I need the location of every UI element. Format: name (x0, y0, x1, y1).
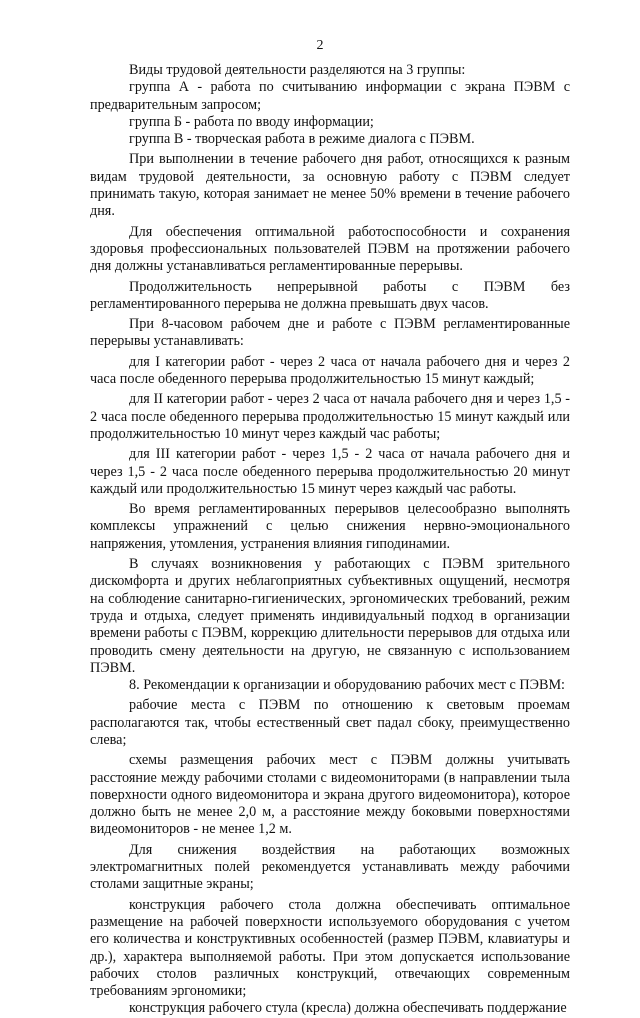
paragraph-work-groups-intro: Виды трудовой деятельности разделяются на 3 группы: (129, 62, 466, 78)
document-body (90, 62, 570, 1018)
paragraph-protective-screens: Для снижения воздействия на работающих возможных электромагнитных полей рекомендуется устанавливать между рабочими столами защитные экраны; (90, 841, 570, 893)
paragraph-light-openings: рабочие места с ПЭВМ по отношению к световым проемам располагаются так, чтобы естественный свет падал сбоку, преимущественно слева; (90, 697, 570, 748)
page-number: 2 (316, 38, 324, 53)
paragraph-group-a: группа А - работа по считыванию информации с экрана ПЭВМ с предварительным запросом; (90, 79, 570, 113)
paragraph-chair-design: конструкция рабочего стула (кресла) должна обеспечивать поддержание (129, 1000, 567, 1017)
paragraph-regulated-breaks: Для обеспечения оптимальной работоспособности и сохранения здоровья профессиональных пользователей ПЭВМ на протяжении рабочего дня должны устанавливаться регламентированные перерывы. (90, 223, 570, 275)
paragraph-8-hour-day: При 8-часовом рабочем дне и работе с ПЭВМ регламентированные перерывы устанавливать: (90, 316, 570, 350)
paragraph-category-2: для II категории работ - через 2 часа от начала рабочего дня и через 1,5 - 2 часа после обеденного перерыва продолжительностью 15 минут каждый или продолжительностью 10 минут через каждый час работы; (90, 391, 570, 442)
paragraph-group-c: группа В - творческая работа в режиме диалога с ПЭВМ. (129, 131, 475, 148)
paragraph-desk-design: конструкция рабочего стола должна обеспечивать оптимальное размещение на рабочей поверхности используемого оборудования с учетом его количества и конструктивных особенностей (размер ПЭВМ, клавиатуры и др.), характера выполняемой работы. При этом допускается использование рабочих столов различных конструкций, отвечающих современным требованиям эргономики; (90, 896, 570, 1000)
paragraph-main-work: При выполнении в течение рабочего дня работ, относящихся к разным видам трудовой деятельности, за основную работу с ПЭВМ следует принимать такую, которая занимает не менее 50% времени в течение рабочего дня. (90, 151, 570, 220)
paragraph-workplace-layout: схемы размещения рабочих мест с ПЭВМ должны учитывать расстояние между рабочими столами с видеомониторами (в направлении тыла поверхности одного видеомонитора и экрана другого видеомонитора), которое должно быть не менее 2,0 м, а расстояние между боковыми поверхностями видеомониторов - не менее 1,2 м. (90, 752, 570, 838)
paragraph-section-8-heading: 8. Рекомендации к организации и оборудованию рабочих мест с ПЭВМ: (129, 677, 566, 694)
paragraph-category-1: для I категории работ - через 2 часа от начала рабочего дня и через 2 часа после обеденного перерыва продолжительностью 15 минут каждый; (90, 353, 570, 388)
paragraph-category-3: для III категории работ - через 1,5 - 2 часа от начала рабочего дня и через 1,5 - 2 часа после обеденного перерыва продолжительностью 20 минут каждый или продолжительностью 15 минут через каждый час работы. (90, 446, 570, 497)
paragraph-continuous-work: Продолжительность непрерывной работы с ПЭВМ без регламентированного перерыва не должна превышать двух часов. (90, 278, 570, 312)
paragraph-group-b: группа Б - работа по вводу информации; (129, 113, 374, 130)
paragraph-discomfort: В случаях возникновения у работающих с ПЭВМ зрительного дискомфорта и других неблагоприятных субъективных ощущений, несмотря на соблюдение санитарно-гигиенических, эргономических требований, режим труда и отдыха, следует применять индивидуальный подход в организации времени работы с ПЭВМ, коррекцию длительности перерывов для отдыха или проводить смену деятельности на другую, не связанную с использованием ПЭВМ. (90, 556, 570, 676)
paragraph-exercises: Во время регламентированных перерывов целесообразно выполнять комплексы упражнений с целью снижения нервно-эмоционального напряжения, утомления, устранения влияния гиподинамии. (90, 501, 570, 552)
